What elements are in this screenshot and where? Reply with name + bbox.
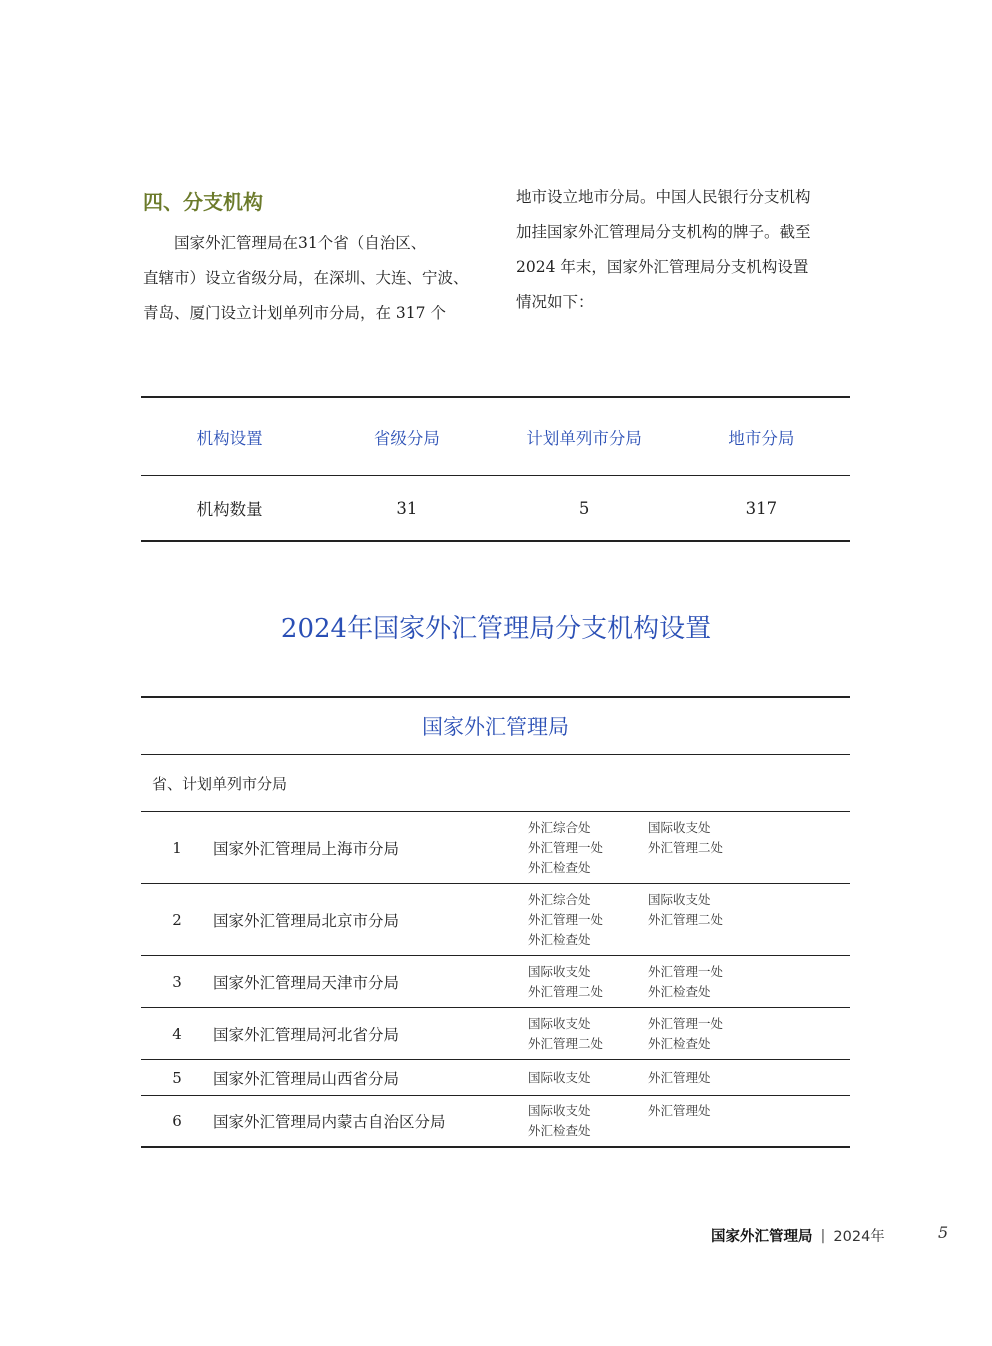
org-row bbox=[141, 1060, 850, 1096]
footer bbox=[711, 1225, 885, 1246]
department-item: 外汇检查处 bbox=[528, 1123, 591, 1138]
org-row-departments bbox=[528, 1014, 768, 1054]
department-item: 外汇管理二处 bbox=[528, 983, 604, 999]
org-row-departments bbox=[528, 1068, 768, 1088]
footer-separator: | bbox=[820, 1227, 826, 1244]
summary-cell: 31 bbox=[318, 476, 495, 542]
org-row-name: 国家外汇管理局北京市分局 bbox=[213, 911, 400, 930]
page-number: 5 bbox=[938, 1223, 949, 1242]
summary-header-cell: 地市分局 bbox=[673, 397, 850, 476]
org-chart-title: 2024年国家外汇管理局分支机构设置 bbox=[280, 614, 712, 644]
department-item: 外汇管理一处 bbox=[648, 1015, 724, 1031]
department-item: 外汇管理二处 bbox=[528, 1035, 604, 1051]
paragraph-right bbox=[516, 180, 851, 320]
org-table-body bbox=[141, 812, 850, 1148]
summary-cell: 317 bbox=[673, 476, 850, 542]
department-item: 国际收支处 bbox=[648, 819, 711, 835]
department-item: 外汇管理一处 bbox=[648, 963, 724, 979]
department-item: 外汇管理一处 bbox=[528, 911, 604, 927]
paragraph-left bbox=[143, 226, 478, 331]
org-row-number: 4 bbox=[172, 1024, 182, 1043]
department-item: 国际收支处 bbox=[528, 1015, 591, 1031]
footer-year: 2024年 bbox=[833, 1229, 885, 1245]
department-item: 国际收支处 bbox=[528, 963, 591, 979]
department-item: 国际收支处 bbox=[648, 891, 711, 907]
org-row-name: 国家外汇管理局山西省分局 bbox=[213, 1069, 400, 1088]
summary-data-row bbox=[141, 476, 850, 542]
org-row-number: 6 bbox=[172, 1112, 182, 1130]
summary-header-cell: 计划单列市分局 bbox=[496, 397, 673, 476]
section-title: 四、分支机构 bbox=[143, 190, 263, 214]
org-table-subheader: 省、计划单列市分局 bbox=[141, 755, 850, 812]
org-row-departments bbox=[528, 962, 768, 1002]
org-row-number: 2 bbox=[172, 910, 182, 929]
department-item: 国际收支处 bbox=[528, 1069, 591, 1085]
org-row-name: 国家外汇管理局河北省分局 bbox=[213, 1025, 400, 1044]
paragraph-line: 国家外汇管理局在31个省（自治区、 bbox=[174, 234, 427, 252]
department-item: 外汇管理一处 bbox=[528, 839, 604, 855]
org-row-name: 国家外汇管理局内蒙古自治区分局 bbox=[213, 1113, 446, 1131]
org-row bbox=[141, 1008, 850, 1060]
paragraph-line: 直辖市）设立省级分局，在深圳、大连、宁波、 bbox=[143, 269, 469, 287]
department-item: 外汇检查处 bbox=[648, 1035, 711, 1051]
org-row-departments bbox=[528, 890, 768, 950]
summary-header-cell: 机构设置 bbox=[141, 397, 318, 476]
department-item: 外汇综合处 bbox=[528, 891, 591, 907]
org-row bbox=[141, 1096, 850, 1148]
org-row bbox=[141, 956, 850, 1008]
department-item: 外汇管理二处 bbox=[648, 839, 724, 855]
summary-header-cell: 省级分局 bbox=[318, 397, 495, 476]
org-row bbox=[141, 884, 850, 956]
paragraph-line: 2024 年末，国家外汇管理局分支机构设置 bbox=[516, 258, 809, 276]
department-item: 外汇管理处 bbox=[648, 1069, 711, 1085]
paragraph-line: 青岛、厦门设立计划单列市分局，在 317 个 bbox=[143, 304, 446, 322]
summary-header-row bbox=[141, 397, 850, 476]
department-item: 外汇检查处 bbox=[528, 859, 591, 875]
department-item: 外汇综合处 bbox=[528, 819, 591, 835]
org-row-departments bbox=[528, 818, 768, 878]
summary-cell: 5 bbox=[496, 476, 673, 542]
summary-table bbox=[141, 396, 850, 542]
org-row-number: 3 bbox=[172, 972, 182, 991]
department-item: 外汇管理处 bbox=[648, 1103, 711, 1118]
org-table bbox=[141, 696, 850, 1148]
org-row-departments bbox=[528, 1101, 768, 1141]
org-row-name: 国家外汇管理局天津市分局 bbox=[213, 973, 400, 992]
org-row-number: 5 bbox=[172, 1068, 182, 1087]
org-row bbox=[141, 812, 850, 884]
footer-org: 国家外汇管理局 bbox=[711, 1229, 813, 1245]
org-row-number: 1 bbox=[172, 838, 182, 857]
paragraph-line: 加挂国家外汇管理局分支机构的牌子。截至 bbox=[516, 223, 811, 241]
department-item: 外汇检查处 bbox=[648, 983, 711, 999]
org-row-name: 国家外汇管理局上海市分局 bbox=[213, 839, 400, 858]
department-item: 外汇检查处 bbox=[528, 931, 591, 947]
department-item: 外汇管理二处 bbox=[648, 911, 724, 927]
summary-cell: 机构数量 bbox=[141, 476, 318, 542]
org-table-header: 国家外汇管理局 bbox=[141, 696, 850, 755]
department-item: 国际收支处 bbox=[528, 1103, 591, 1118]
paragraph-line: 地市设立地市分局。中国人民银行分支机构 bbox=[516, 188, 811, 206]
paragraph-line: 情况如下： bbox=[516, 293, 594, 311]
